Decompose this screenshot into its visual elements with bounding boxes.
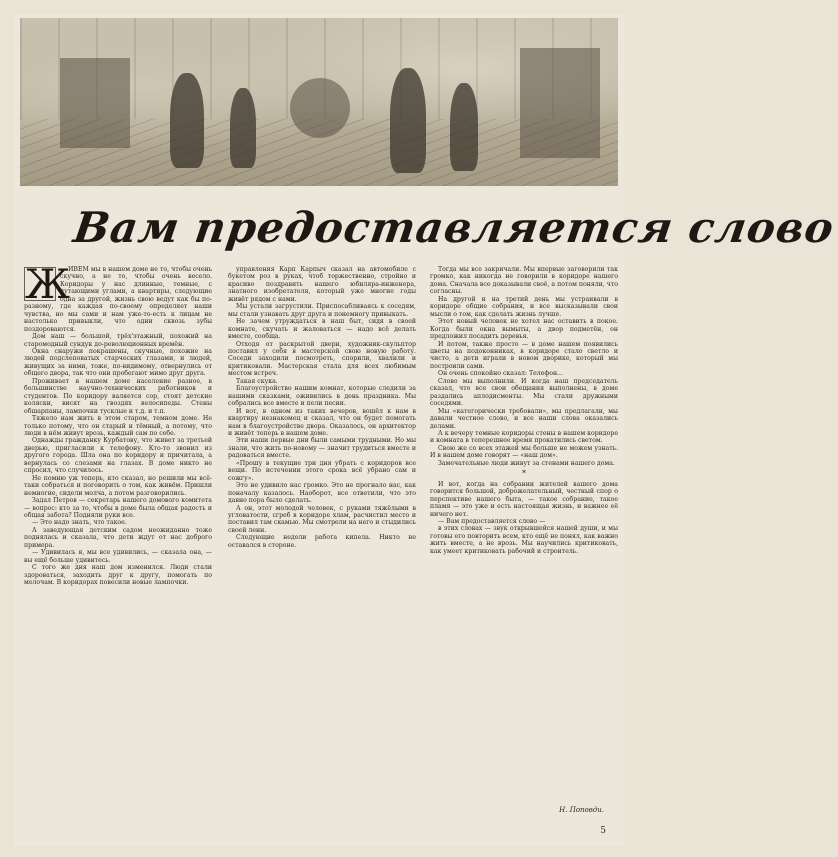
star-separator: * — [522, 469, 526, 479]
paragraph: — Удивилась я, мы все удивились, — сказала она, — вы ещё больше удивитесь. — [24, 549, 212, 564]
headline: Вам предоставляется слово — [70, 203, 838, 252]
magazine-page — [14, 14, 838, 846]
paragraph: Свою же со всех этажей мы больше не можем узнать. И в нашем доме говорят — «наш дом». — [430, 444, 618, 460]
paragraph: — Вам предоставляется слово — — [438, 517, 546, 525]
illustration-figure — [390, 68, 426, 173]
paragraph: Тогда мы все закричали. Мы впервые заговорили так громко, как никогда не говорили в коридоре нашего дома. Сначала все доказывали своё, а потом поняли, что согласны. — [430, 266, 618, 296]
illustration-object — [290, 78, 350, 138]
paragraph: Слово мы выполнили. И когда наш председатель сказал, что все свои обещания выполнены, в доме раздались аплодисменты. Мы стали дружными соседями. — [430, 377, 618, 408]
paragraph: Дом наш — большой, трёх'этажный, похожий на старомодный сундук до-революционных времён. — [24, 333, 212, 348]
illustration-shelf — [520, 48, 600, 158]
article-column-2 — [228, 266, 416, 832]
paragraph: А заведующая детским садом неожиданно тоже поднялась и сказала, что дети ждут от нас доброго примера. — [24, 526, 212, 549]
author-signature: Н. Поповди. — [559, 806, 604, 814]
paragraph: Однажды гражданку Курбатову, что живет за третьей дверью, пригласили к телефону. Кто-то звонил из другого города. Шла она по коридору и причитала, а вернулась со слезами на глазах. В доме никто не спросил, что случилось. — [24, 437, 212, 475]
paragraph: Такая скука. — [236, 377, 278, 385]
illustration-figure — [170, 73, 204, 168]
paragraph: Благоустройство нашим комнат, которые следили за нашими сказками, оживились в день праздника. Мы собрались все вместе и пели песни. — [228, 385, 416, 408]
page-number: 5 — [600, 826, 606, 836]
paragraph: Не зачем утруждаться в наш быт, сидя в своей комнате, скучать и жаловаться — надо всё делать вместе, сообща. — [228, 318, 416, 341]
paragraph: И вот, в одном из таких вечеров, вошёл к нам в квартиру незнакомец и сказал, что он будет помогать нам в благоустройстве двора. Оказалось, он архитектор и живёт теперь в нашем доме. — [228, 407, 416, 437]
paragraph: И потом, также просто — в доме нашем появились цветы на подоконниках, в коридоре стало светло и чисто, а дети играли в новом дворике, который мы построили сами. — [430, 340, 618, 370]
paragraph: Следующие недели работа кипела. Никто не оставался в стороне. — [228, 534, 416, 549]
paragraph: Тяжело нам жить в этом старом, темном доме. Не только потому, что он старый и тёмный, а потому, что люди в нём живут врозь, каждый сам по себе. — [24, 415, 212, 437]
article-column-1 — [24, 262, 212, 832]
paragraph: Мы устали загрустили. Приспосабливаясь к соседям, мы стали узнавать друг друга и понемногу привыкать. — [228, 303, 416, 318]
paragraph: На другой и на третий день мы устраивали в коридоре общие собрания, и все высказывали свои мысли о том, как сделать жизнь лучше. — [430, 295, 618, 318]
illustration-figure — [450, 83, 478, 171]
paragraph: Отходя от раскрытой двери, художник-скульптор поставил у себя в мастерской свою новую работу. Соседи заходили посмотреть, спорили, хвалили и критиковали. Мастерская стала для всех любимым местом встреч. — [228, 340, 416, 378]
paragraph: Он очень спокойно сказал: Телефон... — [438, 370, 563, 378]
paragraph: Мы «категорически требовали», мы предлагали, мы давали честное слово, и все наши слова оказались делами. — [430, 407, 618, 430]
paragraph: Эти наши первые дни были самыми трудными. Но мы знали, что жить по-новому — значит трудиться вместе и радоваться вместе. — [228, 437, 416, 460]
paragraph: А он, этот молодой человек, с руками тяжёлыми в угловатости, сгреб в коридоре хлам, расчистил место и поставил там скамью. Мы смотрели на него и стыдились своей лени. — [228, 504, 416, 534]
illustration-figure — [230, 88, 256, 168]
paragraph: И вот, когда на собрании жителей вашего дома говорится большой, доброжелательный, честный спор о перспективе нашего быта, — такое собрание, такое пламя — это уже и есть настоящая жизнь, и важнее её ничего нет. — [430, 480, 618, 518]
paragraph: Этот новый человек не хотел нас оставить в покое. Когда были окна вымыты, а двор подметён, он предложил посадить деревья. — [430, 318, 618, 341]
paragraph: А к вечеру темные коридоры стены в нашем коридоре и комната в теперешнее время прокатились светом. — [430, 429, 618, 445]
paragraph: С того же дня наш дом изменился. Люди стали здороваться, заходить друг к другу, помогать по мелочам. В коридорах повесили новые лампочки. — [24, 564, 212, 587]
header-illustration — [20, 18, 618, 186]
paragraph: — Это надо знать, что такое. — [32, 519, 127, 527]
article-column-3 — [430, 266, 618, 832]
paragraph: Проживает в нашем доме население разное, в большинстве научно-технических работников и студентов. По коридору валяется сор, стоят детские коляски, висят на гвоздях велосипеды. Стены обшарпаны, лампочки тусклые и т.д. и т.п. — [24, 377, 212, 415]
paragraph: Задал Петров — секретарь нашего домового комитета — вопрос: кто за то, чтобы в доме была общая радость и общая забота? Подняли руки все. — [24, 497, 212, 519]
dropcap: Ж — [25, 262, 70, 308]
paragraph: Замечательные люди живут за стенами нашего дома. — [438, 459, 615, 467]
paragraph: Не помню уж теперь, кто сказал, но решили мы всё-таки собраться и поговорить о том, как живём. Пришли немногие, сидели молча, а потом разговорились. — [24, 474, 212, 497]
paragraph: ИВЕМ мы в нашем доме не то, чтобы очень скучно, а не то, чтобы очень весело. Коридоры у нас длинные, темные, с путающими углами, а квартиры, следующие одна за другой, жизнь свою ведут как бы по-разному, где каждая по-своему определяет наши чувства, но мы сами и нам уже-то-есть к лицам не настолько привыкли, что одни сквозь зубы поздороваются. — [24, 266, 212, 333]
paragraph: управления Карп Карпыч сказал на автомобиле с букетом роз в руках, чтоб торжественно, стройно и красиво поздравить нашего юбиляра-инженера, знатного изобретателя, который уже многие годы живёт рядом с нами. — [228, 266, 416, 303]
paragraph: Это не удивило нас громко. Это не прогнало нас, как поначалу казалось. Наоборот, все ответили, что это давно пора было сделать. — [228, 482, 416, 505]
paragraph: «Прошу в текущие три дня убрать с коридоров все вещи. По истечении этого срока всё убрано сам и сожгу». — [228, 459, 416, 482]
illustration-cabinet — [60, 58, 130, 148]
paragraph: Окна снаружи покрашены, скучные, похожие на людей подслеповатых старческих глазами, и людей, живущих за ними, тоже, по-видимому, отвернулись от общего двора, так что они пробегают мимо друг друга. — [24, 347, 212, 378]
paragraph: в этих словах — звук открывшейся нашей души, и мы готовы его повторить всем, кто ещё не понял, как важно жить вместе, а не врозь. Мы научились критиковать, как умеет критиковать рабочий и строитель. — [430, 525, 618, 555]
